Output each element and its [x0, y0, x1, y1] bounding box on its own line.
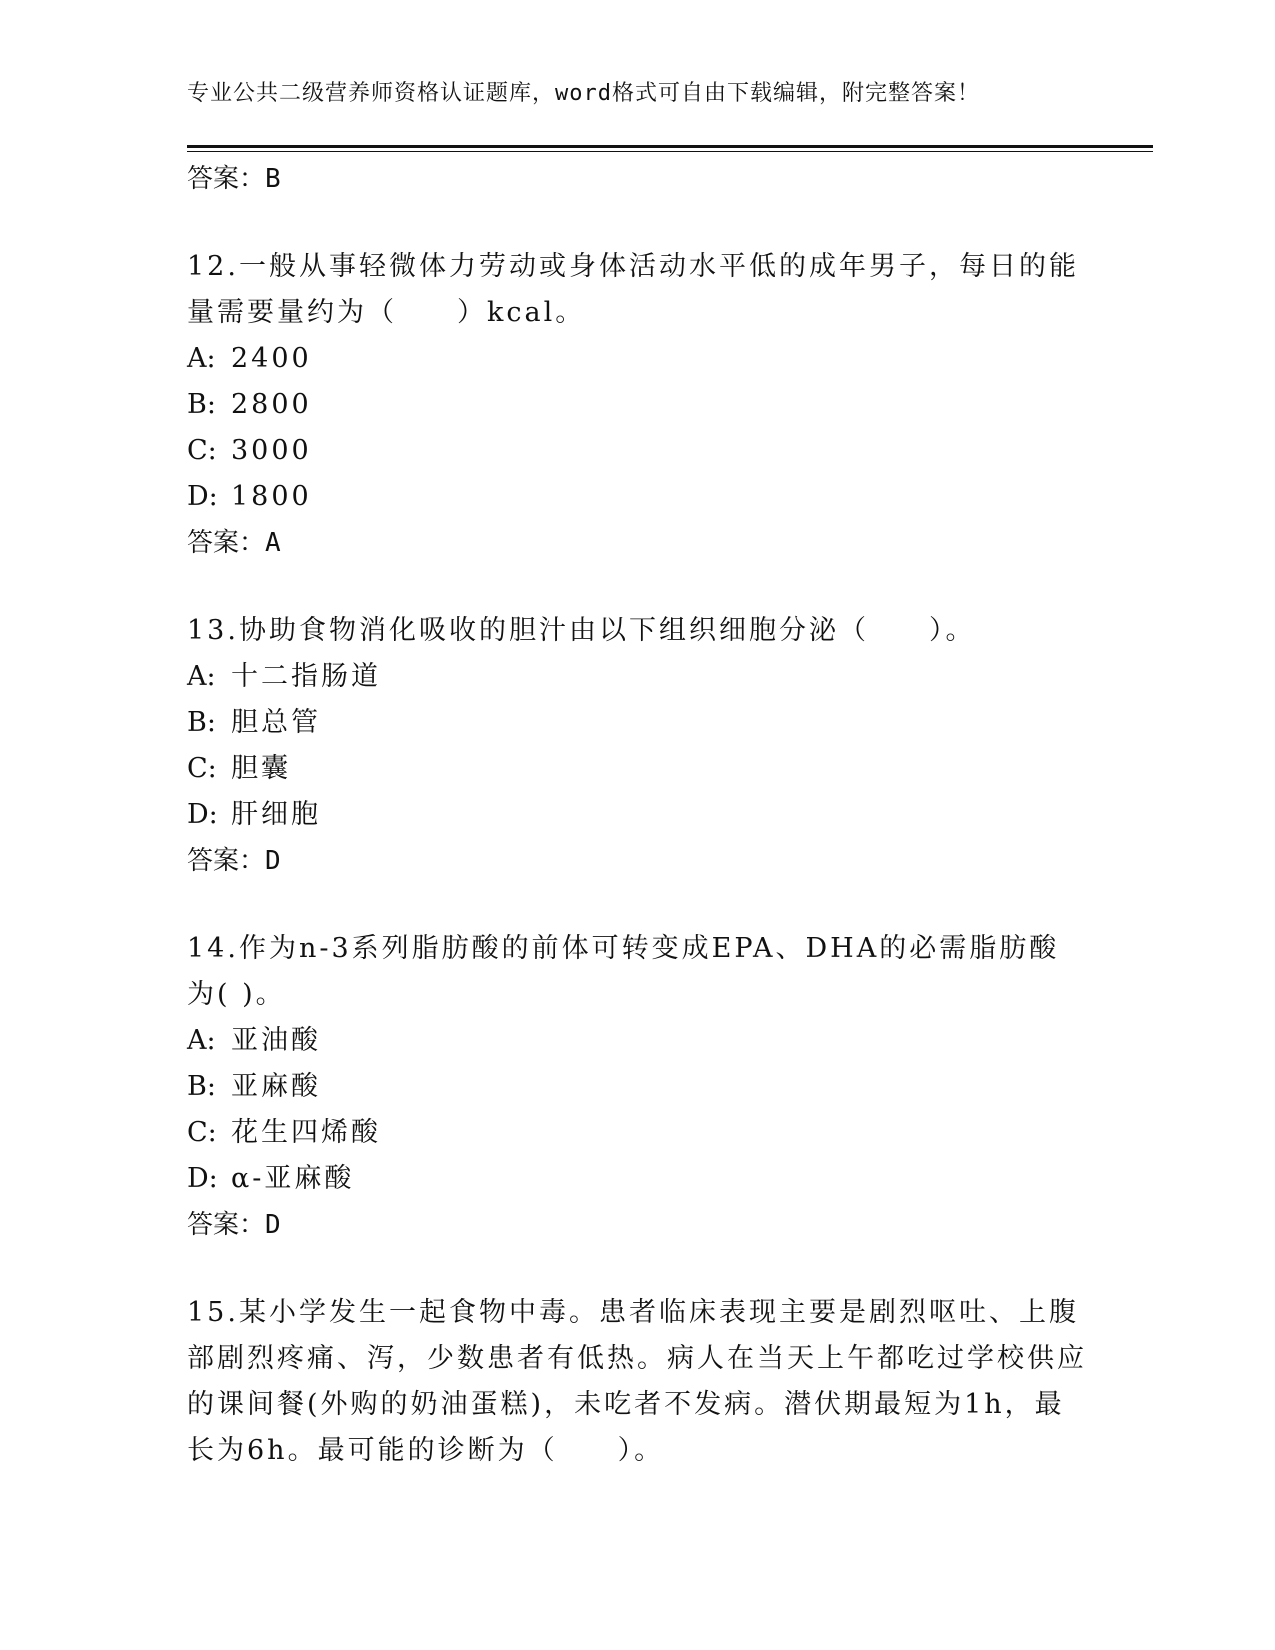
option-b [187, 1064, 1087, 1110]
header-divider-thin [187, 151, 1153, 152]
option-a [187, 336, 1087, 382]
question-stem: 12.一般从事轻微体力劳动或身体活动水平低的成年男子，每日的能量需要量约为（ ）kcal。 [187, 251, 1079, 328]
option-c [187, 428, 1087, 474]
document-body [187, 156, 1087, 1474]
option-a [187, 654, 1087, 700]
option-key: B: [187, 707, 216, 738]
option-d [187, 474, 1087, 520]
option-a [187, 1018, 1087, 1064]
option-key: D: [187, 1163, 218, 1194]
header-divider-thick [187, 145, 1153, 148]
option-key: C: [187, 435, 217, 466]
option-b [187, 700, 1087, 746]
answer-previous: 答案：B [187, 164, 281, 194]
question-15 [187, 1290, 1087, 1474]
option-key: A: [187, 661, 216, 692]
option-text: 3000 [231, 435, 312, 466]
question-stem: 14.作为n-3系列脂肪酸的前体可转变成EPA、DHA的必需脂肪酸为( )。 [187, 933, 1060, 1010]
option-text: 胆总管 [231, 707, 321, 738]
option-text: 肝细胞 [231, 799, 321, 830]
answer: 答案：A [187, 528, 281, 558]
option-b [187, 382, 1087, 428]
option-text: 亚油酸 [231, 1025, 321, 1056]
option-key: D: [187, 799, 218, 830]
option-text: 2800 [231, 389, 312, 420]
option-c [187, 1110, 1087, 1156]
option-key: B: [187, 1071, 216, 1102]
option-c [187, 746, 1087, 792]
option-d [187, 1156, 1087, 1202]
option-text: 2400 [231, 343, 312, 374]
option-key: B: [187, 389, 216, 420]
option-text: 十二指肠道 [231, 661, 381, 692]
option-d [187, 792, 1087, 838]
option-text: 亚麻酸 [231, 1071, 321, 1102]
option-text: 1800 [231, 481, 312, 512]
option-key: C: [187, 753, 217, 784]
question-stem: 15.某小学发生一起食物中毒。患者临床表现主要是剧烈呕吐、上腹部剧烈疼痛、泻，少数患者有低热。病人在当天上午都吃过学校供应的课间餐(外购的奶油蛋糕)，未吃者不发病。潜伏期最短为1h，最长为6h。最可能的诊断为（ ）。 [187, 1297, 1087, 1466]
page-header: 专业公共二级营养师资格认证题库，word格式可自由下载编辑，附完整答案！ [187, 81, 980, 106]
option-key: A: [187, 1025, 216, 1056]
option-key: A: [187, 343, 216, 374]
answer: 答案：D [187, 1210, 281, 1240]
option-text: 花生四烯酸 [231, 1117, 381, 1148]
option-text: 胆囊 [231, 753, 291, 784]
question-12 [187, 244, 1087, 566]
option-text: α-亚麻酸 [231, 1163, 355, 1194]
question-14 [187, 926, 1087, 1248]
option-key: D: [187, 481, 218, 512]
answer: 答案：D [187, 846, 281, 876]
question-stem: 13.协助食物消化吸收的胆汁由以下组织细胞分泌（ ）。 [187, 615, 976, 646]
question-13 [187, 608, 1087, 884]
option-key: C: [187, 1117, 217, 1148]
